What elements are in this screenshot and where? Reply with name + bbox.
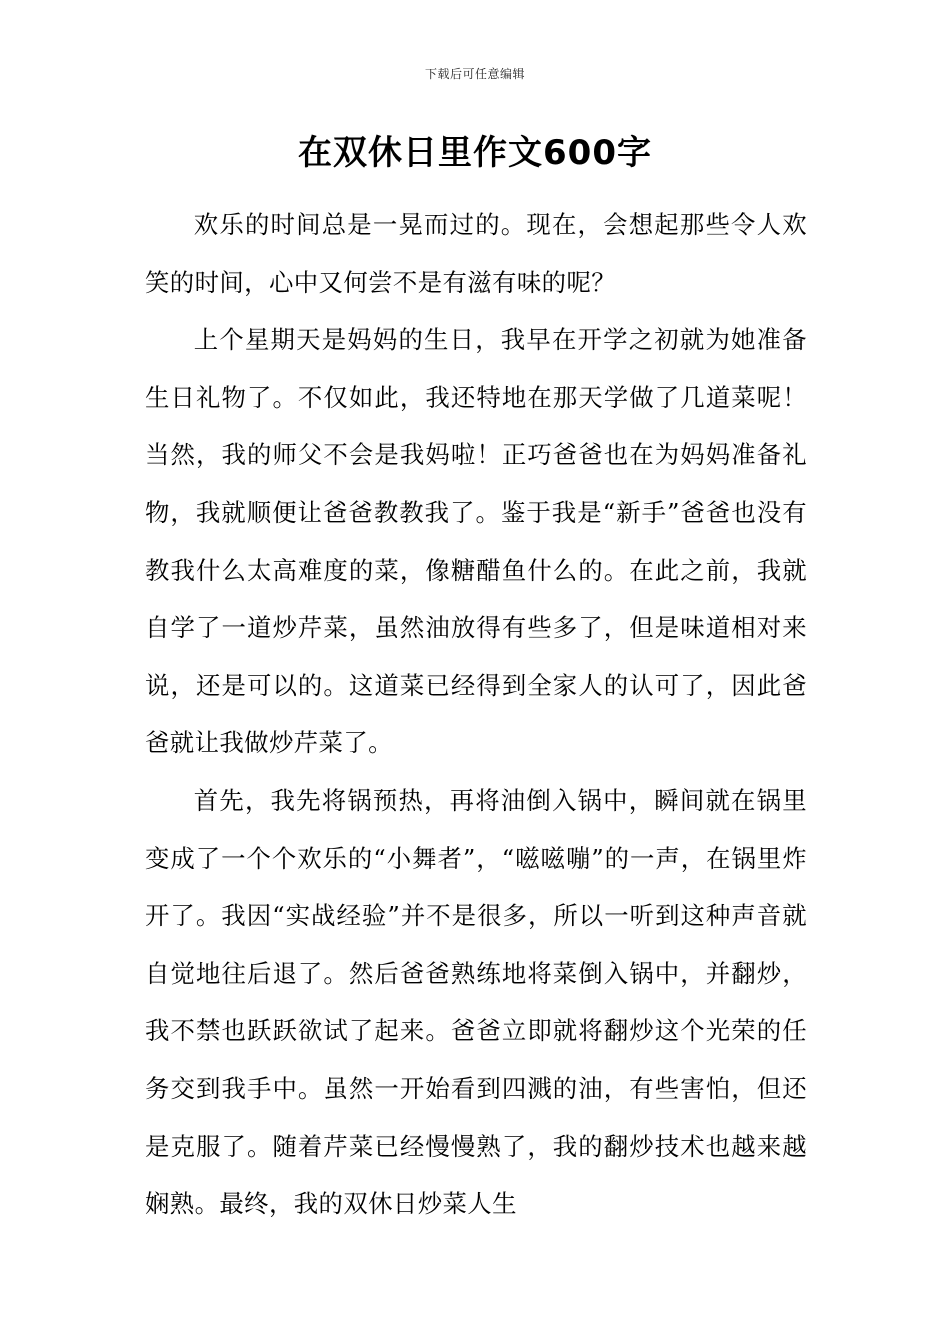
paragraph-1: 欢乐的时间总是一晃而过的。现在，会想起那些令人欢笑的时间，心中又何尝不是有滋有味的呢？	[145, 210, 807, 297]
header-note: 下载后可任意编辑	[424, 67, 525, 81]
paragraph-2: 上个星期天是妈妈的生日，我早在开学之初就为她准备生日礼物了。不仅如此，我还特地在那天学做了几道菜呢！当然，我的师父不会是我妈啦！正巧爸爸也在为妈妈准备礼物，我就顺便让爸爸教教我了。鉴于我是“新手”爸爸也没有教我什么太高难度的菜，像糖醋鱼什么的。在此之前，我就自学了一道炒芹菜，虽然油放得有些多了，但是味道相对来说，还是可以的。这道菜已经得到全家人的认可了，因此爸爸就让我做炒芹菜了。	[145, 325, 807, 758]
paragraph-3: 首先，我先将锅预热，再将油倒入锅中，瞬间就在锅里变成了一个个欢乐的“小舞者”，“嗞嗞嘣”的一声，在锅里炸开了。我因“实战经验”并不是很多，所以一听到这种声音就自觉地往后退了。然后爸爸熟练地将菜倒入锅中，并翻炒，我不禁也跃跃欲试了起来。爸爸立即就将翻炒这个光荣的任务交到我手中。虽然一开始看到四溅的油，有些害怕，但还是克服了。随着芹菜已经慢慢熟了，我的翻炒技术也越来越娴熟。最终，我的双休日炒菜人生	[145, 785, 807, 1219]
document-title: 在双休日里作文600字	[298, 133, 652, 173]
essay-body	[145, 196, 807, 1233]
